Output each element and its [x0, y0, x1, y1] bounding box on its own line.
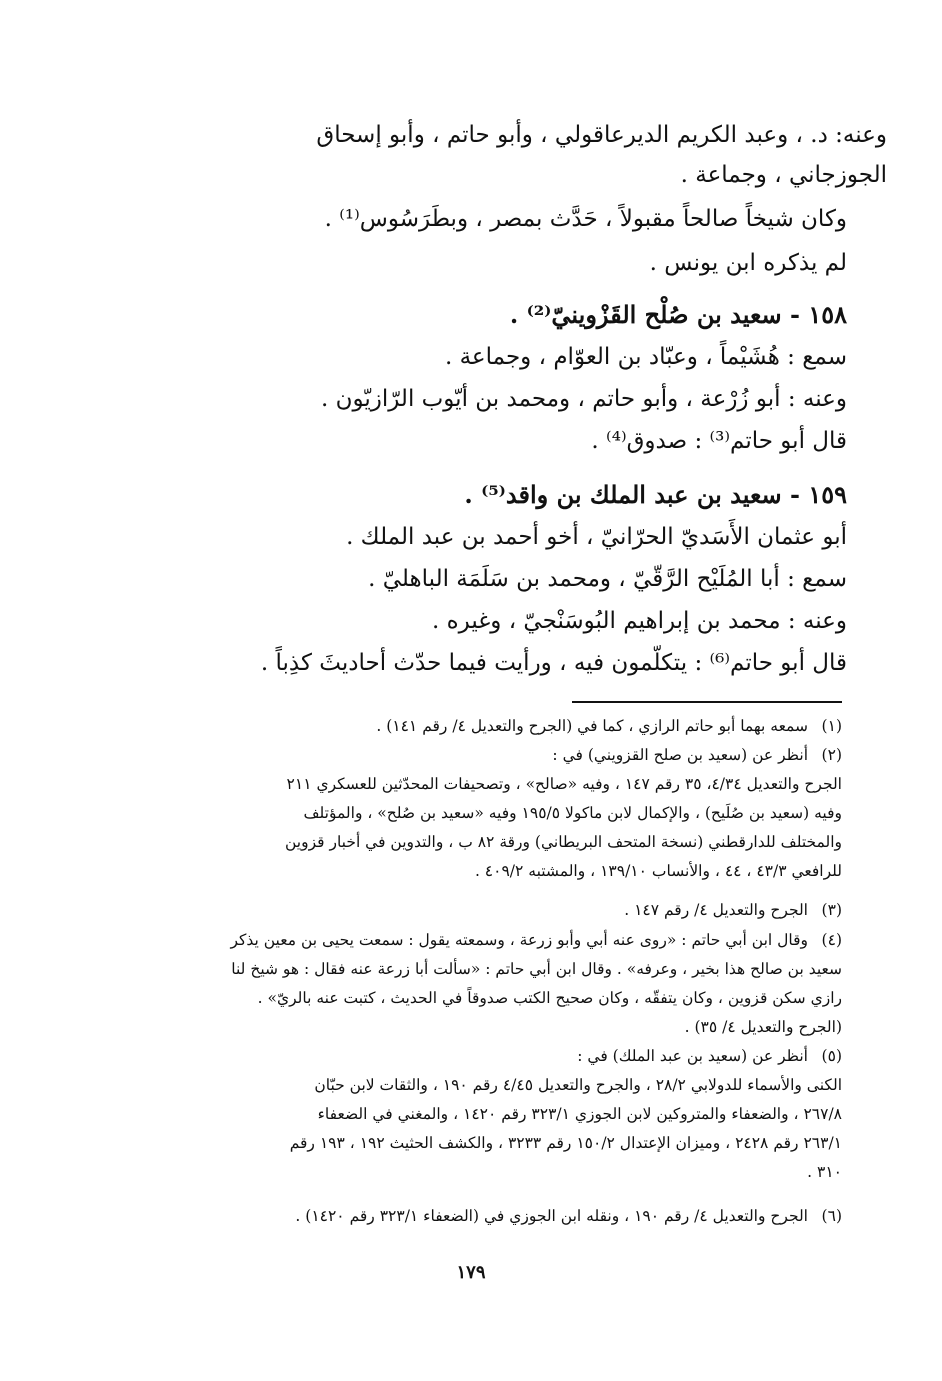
footnote-number: (٥): [821, 1047, 842, 1065]
footnote-line: (الجرح والتعديل ٤/ ٣٥) .: [684, 1018, 842, 1036]
text-line: لم يذكره ابن يونس .: [649, 250, 847, 276]
footnote-line: الجرح والتعديل ٤/٣٤، ٣٥ رقم ١٤٧ ، وفيه «صالح» ، وتصحيفات المحدّثين للعسكري ٢١١: [286, 775, 842, 793]
text-line: الجوزجاني ، وجماعة .: [680, 162, 887, 188]
footnote-line: ٢٦٧/٨ ، والضعفاء والمتروكين لابن الجوزي ٣٢٣/١ رقم ١٤٢٠ ، والمغني في الضعفاء: [317, 1105, 842, 1123]
page-number: ١٧٩: [456, 1262, 486, 1283]
text-line: وعنه : محمد بن إبراهيم البُوسَنْجيّ ، وغيره .: [431, 608, 847, 634]
footnote-2: [552, 741, 842, 769]
text-line: سمع : هُشَيْماً ، وعبّاد بن العوّام ، وجماعة .: [444, 344, 847, 370]
text-line: وكان شيخاً صالحاً مقبولاً ، حَدَّث بمصر ، وبطَرَسُوس⁽¹⁾ .: [324, 206, 847, 232]
footnote-text: أنظر عن (سعيد بن صلح القزويني) في :: [552, 746, 808, 764]
footnote-number: (٤): [821, 931, 842, 949]
footnote-number: (٦): [821, 1207, 842, 1225]
text-line: أبو عثمان الأَسَديّ الحرّانيّ ، أخو أحمد بن عبد الملك .: [346, 524, 847, 550]
text-line: وعنه: د. ، وعبد الكريم الديرعاقولي ، وأبو حاتم ، وأبو إسحاق: [316, 122, 887, 148]
footnote-text: وقال ابن أبي حاتم : «روى عنه أبي وأبو زرعة ، وسمعته يقول : سمعت يحيى بن معين يذكر: [230, 931, 808, 949]
footnote-text: سمعه بهما أبو حاتم الرازي ، كما في (الجرح والتعديل ٤/ رقم ١٤١) .: [376, 717, 808, 735]
footnote-text: أنظر عن (سعيد بن عبد الملك) في :: [577, 1047, 808, 1065]
footnote-line: ٢٦٣/١ رقم ٢٤٢٨ ، وميزان الإعتدال ١٥٠/٢ رقم ٣٢٣٣ ، والكشف الحثيث ١٩٢ ، ١٩٣ رقم: [289, 1134, 842, 1152]
footnote-line: وفيه (سعيد بن صُلَيح) ، والإكمال لابن ماكولا ١٩٥/٥ وفيه «سعيد بن صُلح» ، والمؤتلف: [303, 804, 842, 822]
footnote-number: (٣): [821, 901, 842, 919]
text-line: قال أبو حاتم⁽³⁾ : صدوق⁽⁴⁾ .: [591, 428, 847, 454]
footnote-line: رازي سكن قزوين ، وكان يتفقّه ، وكان صحيح الكتب صدوقاً في الحديث ، كتبت عنه بالريّ» .: [257, 989, 842, 1007]
footnote-5: [577, 1042, 842, 1070]
footnote-line: ٣١٠ .: [807, 1163, 842, 1181]
entry-heading-158: ١٥٨ - سعيد بن صُلْح القَزْوينيّ⁽²⁾ .: [509, 300, 847, 329]
footnote-number: (٢): [821, 746, 842, 764]
footnote-text: الجرح والتعديل ٤/ رقم ١٤٧ .: [624, 901, 808, 919]
footnote-3: [624, 896, 842, 924]
footnote-line: والمختلف للدارقطني (نسخة المتحف البريطاني) ورقة ٨٢ ب ، والتدوين في أخبار قزوين: [284, 833, 842, 851]
footnote-separator: [572, 701, 842, 703]
text-line: سمع : أبا المُلَيْح الرَّقّيّ ، ومحمد بن سَلَمَة الباهليّ .: [368, 566, 847, 592]
text-line: وعنه : أبو زُرْعة ، وأبو حاتم ، ومحمد بن أيّوب الرّازيّون .: [320, 386, 847, 412]
entry-heading-159: ١٥٩ - سعيد بن عبد الملك بن واقد⁽⁵⁾ .: [464, 480, 847, 509]
footnote-4: [230, 926, 842, 954]
footnote-line: للرافعي ٤٣/٣ ، ٤٤ ، والأنساب ١٣٩/١٠ ، والمشتبه ٤٠٩/٢ .: [474, 862, 842, 880]
footnote-6: [295, 1202, 842, 1230]
footnote-text: الجرح والتعديل ٤/ رقم ١٩٠ ، ونقله ابن الجوزي في (الضعفاء ٣٢٣/١ رقم ١٤٢٠) .: [295, 1207, 808, 1225]
footnote-1: [376, 712, 842, 740]
text-line: قال أبو حاتم⁽⁶⁾ : يتكلّمون فيه ، ورأيت فيما حدّث أحاديثَ كذِباً .: [260, 650, 847, 676]
footnote-number: (١): [821, 717, 842, 735]
footnote-line: الكنى والأسماء للدولابي ٢٨/٢ ، والجرح والتعديل ٤/٤٥ رقم ١٩٠ ، والثقات لابن حبّان: [314, 1076, 842, 1094]
footnote-line: سعيد بن صالح هذا بخير ، وعرفه» . وقال ابن أبي حاتم : «سألت أبا زرعة عنه فقال : هو شيخ لنا: [231, 960, 842, 978]
